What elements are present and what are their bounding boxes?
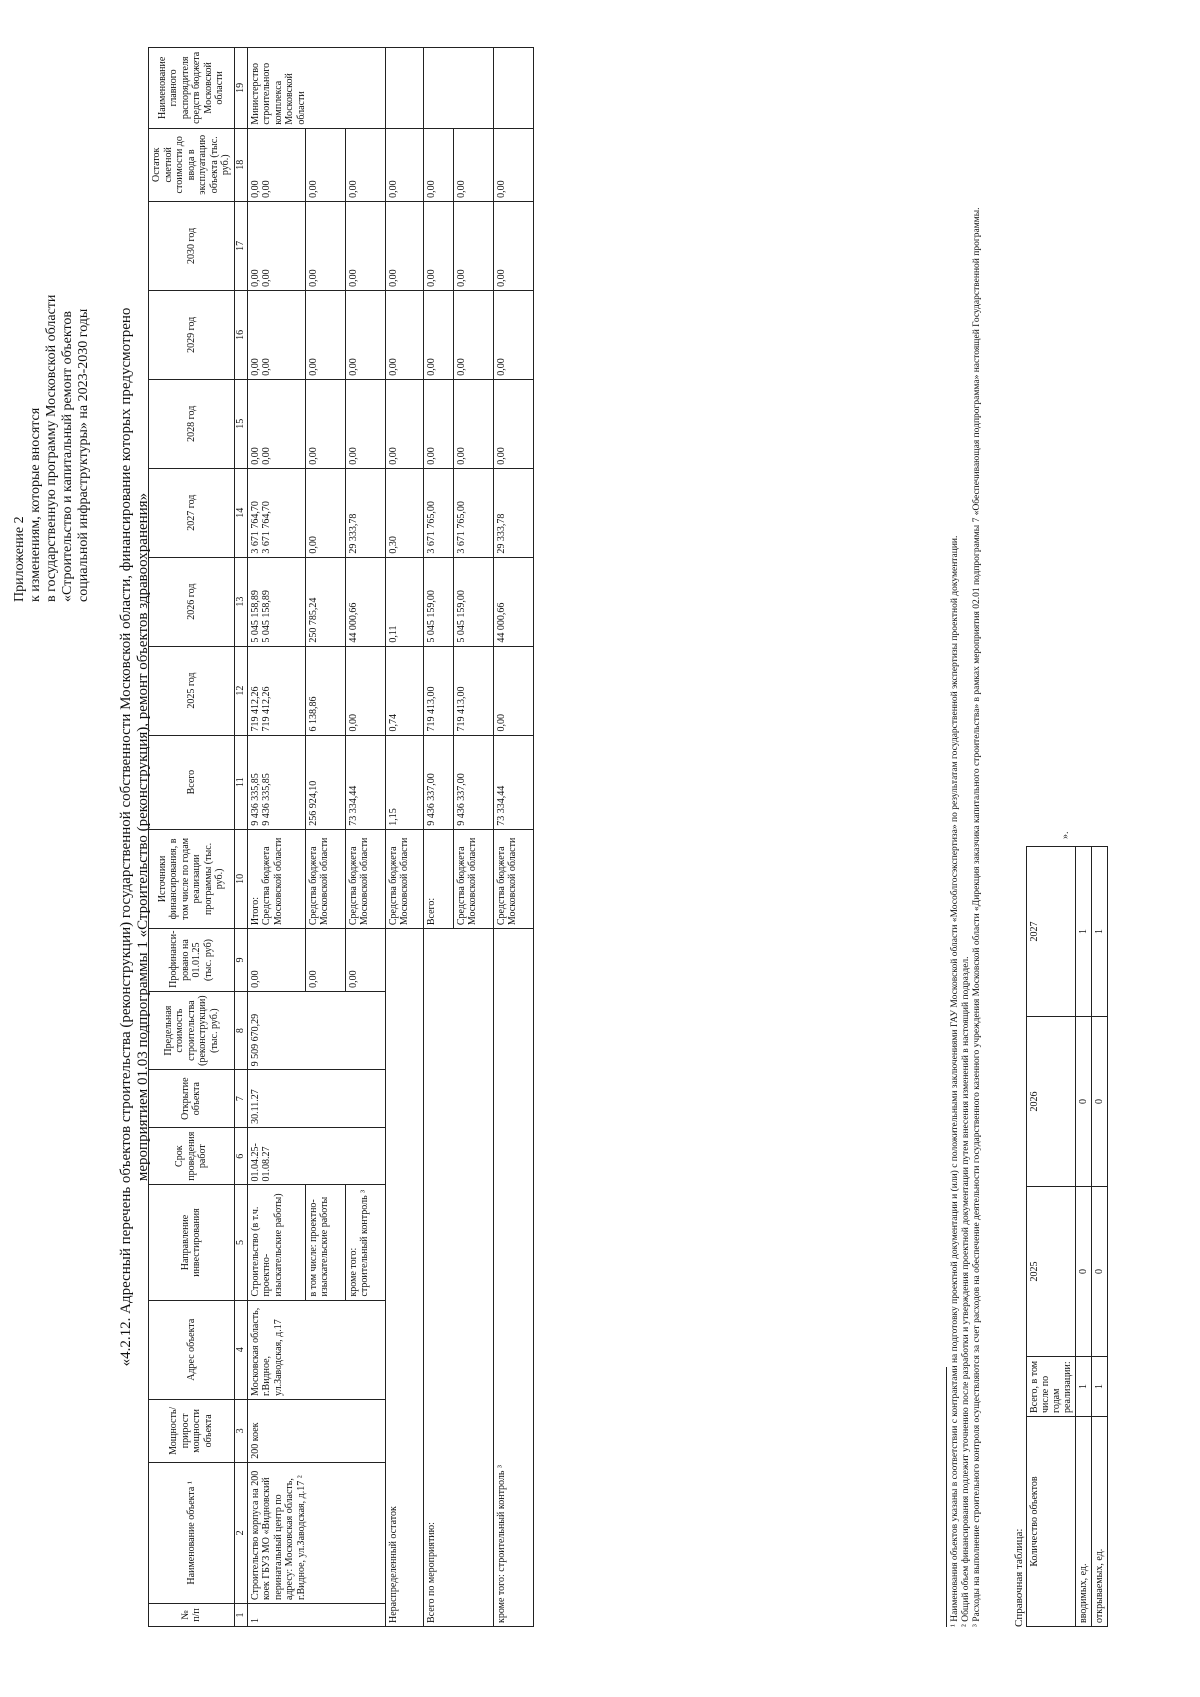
- col-header: Профинанси-ровано на 01.01.25 (тыс. руб): [149, 929, 235, 992]
- value: 0,00: [493, 201, 533, 290]
- value: 0,00: [453, 128, 493, 201]
- value: 0,30: [385, 468, 423, 557]
- value: 0,00: [493, 290, 533, 379]
- ref-value: 1: [1076, 847, 1092, 1017]
- col-header: Наименование объекта ¹: [149, 1462, 235, 1603]
- ref-value: 0: [1092, 1017, 1108, 1187]
- col-number: 3: [234, 1399, 247, 1462]
- object-financed: 0,00: [247, 929, 305, 992]
- col-header: 2026 год: [149, 557, 235, 646]
- value: 9 436 335,85: [261, 773, 272, 826]
- value: 0,00: [385, 290, 423, 379]
- table-header-row: [149, 48, 235, 1627]
- value: Средства бюджета Московской области: [453, 829, 493, 928]
- footnote-divider: [946, 1367, 947, 1627]
- col-header: Всего: [149, 735, 235, 829]
- ref-value: 1: [1092, 1357, 1108, 1417]
- table-row: [423, 48, 453, 1627]
- table-row: [247, 48, 305, 1627]
- value: 719 413,00: [423, 646, 453, 735]
- table-row: [493, 48, 533, 1627]
- value: 1,15: [385, 735, 423, 829]
- value: 0,00: [493, 646, 533, 735]
- ref-value: 0: [1076, 1187, 1092, 1357]
- header-line: в государственную программу Московской области: [44, 294, 59, 602]
- object-opening: 30.11.27: [247, 1070, 385, 1128]
- value: 5 045 158,89: [261, 590, 272, 643]
- value: 0,00: [305, 128, 345, 201]
- col-header: Предельная стоимость строительства (реконструкции) (тыс. руб.): [149, 991, 235, 1069]
- empty-cell: [423, 48, 493, 129]
- col-number: 18: [234, 128, 247, 201]
- value: 0,00: [453, 379, 493, 468]
- col-number: 7: [234, 1070, 247, 1128]
- col-header: Адрес объекта: [149, 1300, 235, 1399]
- ref-label: открываемых, ед.: [1092, 1417, 1108, 1627]
- col-header: 2025 год: [149, 646, 235, 735]
- value: 3 671 764,70: [249, 501, 261, 554]
- value: 0,00: [453, 290, 493, 379]
- value: 9 436 337,00: [453, 735, 493, 829]
- footnotes: [950, 67, 983, 1627]
- col-number: 8: [234, 991, 247, 1069]
- col-number: 17: [234, 201, 247, 290]
- col-number: 11: [234, 735, 247, 829]
- y2028-cell: [247, 379, 305, 468]
- value: 9 436 337,00: [423, 735, 453, 829]
- ref-header: Количество объектов: [1027, 1417, 1076, 1627]
- value: 73 334,44: [345, 735, 385, 829]
- closing-quote: ».: [1060, 831, 1071, 839]
- ref-header: 2026: [1027, 1017, 1076, 1187]
- value: 0,00: [493, 379, 533, 468]
- sub-financed: 0,00: [305, 929, 345, 992]
- object-name: Строительство корпуса на 200 коек ГБУЗ МО «Видновский перинатальный центр по адресу: Московская область, г.Видное, ул.Заводская, д.17 ²: [247, 1462, 385, 1603]
- col-number: 9: [234, 929, 247, 992]
- value: 0,00: [453, 201, 493, 290]
- col-header: 2027 год: [149, 468, 235, 557]
- value: 3 671 764,70: [261, 501, 272, 554]
- value: 0,00: [385, 201, 423, 290]
- value: 250 785,24: [305, 557, 345, 646]
- col-number: 19: [234, 48, 247, 129]
- value: 719 412,26: [249, 686, 261, 732]
- source-label: Средства бюджета Московской области: [261, 837, 284, 926]
- reference-table: [1026, 846, 1108, 1627]
- value: 0,00: [261, 358, 272, 376]
- col-header: Направление инвестирования: [149, 1185, 235, 1300]
- value: 0,00: [423, 290, 453, 379]
- sub-source: Средства бюджета Московской области: [345, 829, 385, 928]
- header-line: «Строительство и капитальный ремонт объектов: [60, 310, 75, 602]
- value: 0,00: [249, 269, 261, 287]
- ref-label: вводимых, ед.: [1076, 1417, 1092, 1627]
- col-number: 13: [234, 557, 247, 646]
- value: 0,74: [385, 646, 423, 735]
- header-line: Приложение 2: [12, 516, 27, 602]
- col-header: Срок проведения работ: [149, 1127, 235, 1185]
- footnote: ¹ Наименования объектов указаны в соответствии с контрактами на подготовку проектной документации и (или) с положительными заключениями ГАУ Московской области «Мособлгосэкспертиза» по результатам государственной экспертизы проектной документации.: [950, 535, 960, 1627]
- value: 0,00: [261, 269, 272, 287]
- value: 0,00: [345, 379, 385, 468]
- value: 5 045 158,89: [249, 590, 261, 643]
- total-event-label: Всего по мероприятию:: [423, 929, 493, 1627]
- value: 0,00: [305, 201, 345, 290]
- object-period: 01.04.25-01.08.27: [247, 1127, 385, 1185]
- value: 719 413,00: [453, 646, 493, 735]
- value: 0,00: [305, 468, 345, 557]
- ref-header: Всего, в том числе по годам реализации:: [1027, 1357, 1076, 1417]
- value: 719 412,26: [261, 686, 272, 732]
- col-header: Источники финансирования, в том числе по годам реализации программы (тыс. руб.): [149, 829, 235, 928]
- col-number: 1: [234, 1603, 247, 1626]
- ref-value: 1: [1092, 847, 1108, 1017]
- col-number: 2: [234, 1462, 247, 1603]
- value: 73 334,44: [493, 735, 533, 829]
- value: 0,00: [385, 379, 423, 468]
- value: 5 045 159,00: [453, 557, 493, 646]
- value: 0,00: [423, 379, 453, 468]
- value: 256 924,10: [305, 735, 345, 829]
- col-header: Мощность/ прирост мощности объекта: [149, 1399, 235, 1462]
- value: 29 333,78: [493, 468, 533, 557]
- sub-financed: 0,00: [345, 929, 385, 992]
- value: 0,00: [249, 358, 261, 376]
- y2025-cell: [247, 646, 305, 735]
- table-row: [385, 48, 423, 1627]
- value: 3 671 765,00: [453, 468, 493, 557]
- sub-source: Средства бюджета Московской области: [305, 829, 345, 928]
- col-header: Наименование главного распорядителя средств бюджета Московской области: [149, 48, 235, 129]
- footnote: ³ Расходы на выполнение строительного контроля осуществляются за счет расходов на обеспечение деятельности государственного казенного учреждения Московской области «Дирекция заказчика капитального строительства» в рамках мероприятия 02.01 подпрограммы 7 «Обеспечивающая подпрограмма» настоящей Государственной программы.: [972, 207, 982, 1627]
- value: 0,00: [305, 379, 345, 468]
- document-title: [118, 177, 152, 1497]
- col-number: 14: [234, 468, 247, 557]
- col-number: 4: [234, 1300, 247, 1399]
- reference-row: [1076, 847, 1092, 1627]
- header-line: к изменениям, которые вносятся: [28, 407, 43, 602]
- value: 6 138,86: [305, 646, 345, 735]
- appendix-header: [12, 132, 92, 602]
- y2027-cell: [247, 468, 305, 557]
- value: 9 436 335,85: [249, 773, 261, 826]
- value: 0,00: [423, 201, 453, 290]
- value: 0,00: [493, 128, 533, 201]
- object-address: Московская область, г.Видное, ул.Заводская, д.17: [247, 1300, 385, 1399]
- sub-direction: в том числе: проектно-изыскательские работы: [305, 1185, 345, 1300]
- object-direction: Строительство (в т.ч. проектно-изыскательские работы): [247, 1185, 305, 1300]
- object-capacity: 200 коек: [247, 1399, 385, 1462]
- object-limit-cost: 9 509 670,29: [247, 991, 385, 1069]
- sources-cell: [247, 829, 305, 928]
- value: 0,00: [345, 128, 385, 201]
- value: 0,00: [261, 180, 272, 198]
- col-number: 12: [234, 646, 247, 735]
- value: Всего:: [423, 829, 453, 928]
- col-header: 2028 год: [149, 379, 235, 468]
- empty-cell: [493, 48, 533, 129]
- ref-header: 2027: [1027, 847, 1076, 1017]
- footnote: ² Общий объем финансирования подлежит уточнению после разработки и утверждения проектной документации путем внесения изменений в настоящий подраздел.: [961, 956, 971, 1627]
- object-admin: Министерство строительного комплекса Московской области: [247, 48, 385, 129]
- ref-value: 0: [1076, 1017, 1092, 1187]
- value: Средства бюджета Московской области: [385, 829, 423, 928]
- value: 0,00: [249, 180, 261, 198]
- value: 44 000,66: [493, 557, 533, 646]
- value: 0,00: [345, 646, 385, 735]
- value: 0,00: [305, 290, 345, 379]
- ref-value: 1: [1076, 1357, 1092, 1417]
- value: 0,00: [249, 447, 261, 465]
- col-number: 6: [234, 1127, 247, 1185]
- y2030-cell: [247, 201, 305, 290]
- address-list-table: [148, 47, 534, 1627]
- header-line: социальной инфраструктуры» на 2023-2030 годы: [76, 308, 91, 602]
- col-number: 16: [234, 290, 247, 379]
- value: 0,00: [345, 290, 385, 379]
- col-number: 5: [234, 1185, 247, 1300]
- value: 44 000,66: [345, 557, 385, 646]
- col-header: 2030 год: [149, 201, 235, 290]
- value: 0,00: [261, 447, 272, 465]
- value: 0,11: [385, 557, 423, 646]
- remaining-cell: [247, 128, 305, 201]
- title-line-2: мероприятием 01.03 подпрограммы 1 «Строительство (реконструкция), ремонт объектов здравоохранения»: [135, 492, 151, 1182]
- col-header: № п/п: [149, 1603, 235, 1626]
- value: 3 671 765,00: [423, 468, 453, 557]
- value: 0,00: [385, 128, 423, 201]
- unallocated-label: Нераспределенный остаток: [385, 929, 423, 1627]
- value: 0,00: [423, 128, 453, 201]
- ref-value: 0: [1092, 1187, 1108, 1357]
- ref-header: 2025: [1027, 1187, 1076, 1357]
- source-label: Итого:: [249, 897, 261, 926]
- control-label: кроме того: строительный контроль ³: [493, 929, 533, 1627]
- title-line-1: «4.2.12. Адресный перечень объектов строительства (реконструкции) государственной собственности Московской области, финансирование которых предусмотрено: [118, 307, 134, 1367]
- reference-row: [1092, 847, 1108, 1627]
- value: 0,00: [345, 201, 385, 290]
- reference-header-row: [1027, 847, 1076, 1627]
- col-number: 10: [234, 829, 247, 928]
- column-number-row: [234, 48, 247, 1627]
- value: Средства бюджета Московской области: [493, 829, 533, 928]
- col-number: 15: [234, 379, 247, 468]
- value: 29 333,78: [345, 468, 385, 557]
- value: 5 045 159,00: [423, 557, 453, 646]
- col-header: 2029 год: [149, 290, 235, 379]
- col-header: Открытие объекта: [149, 1070, 235, 1128]
- sub-direction: кроме того: строительный контроль ³: [345, 1185, 385, 1300]
- empty-cell: [385, 48, 423, 129]
- y2029-cell: [247, 290, 305, 379]
- reference-title: Справочная таблица:: [1013, 1528, 1025, 1627]
- col-header: Остаток сметной стоимости до ввода в эксплуатацию объекта (тыс. руб.): [149, 128, 235, 201]
- y2026-cell: [247, 557, 305, 646]
- total-cell: [247, 735, 305, 829]
- object-number: 1: [247, 1603, 385, 1626]
